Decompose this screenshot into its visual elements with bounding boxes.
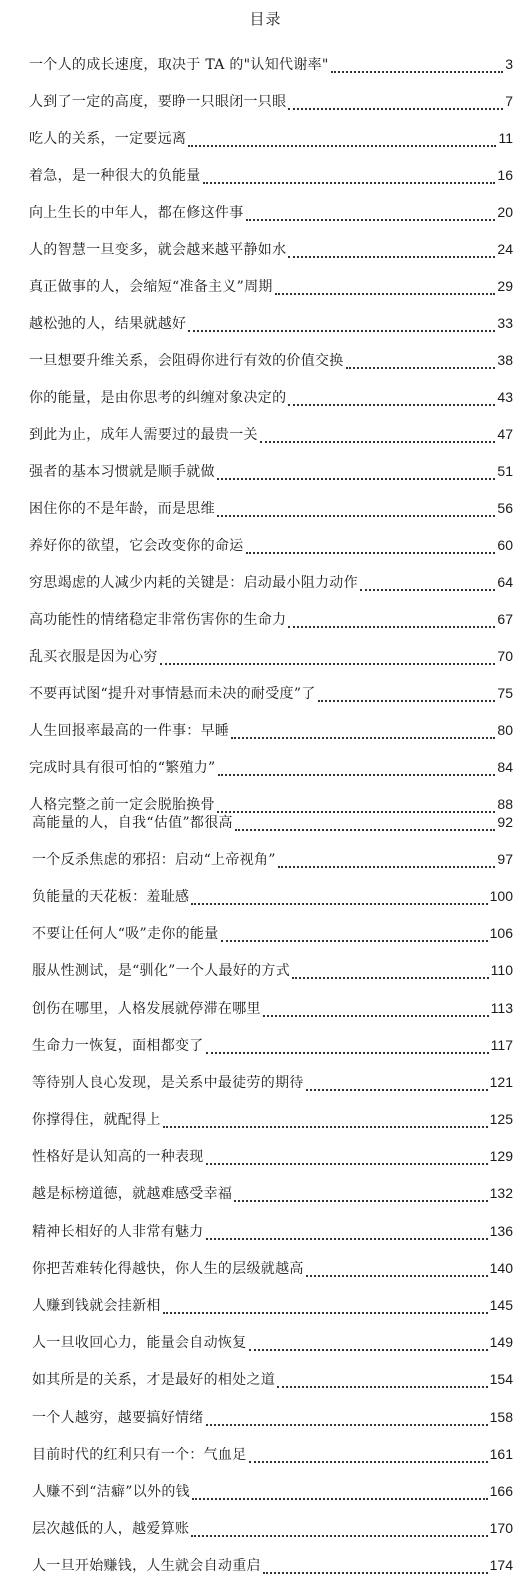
dot-leader (292, 963, 489, 979)
toc-entry-page: 158 (489, 1408, 513, 1425)
dot-leader (163, 1112, 488, 1128)
dot-leader (260, 427, 496, 443)
toc-entry-page: 145 (489, 1297, 513, 1314)
toc-list-section-b (0, 803, 531, 1584)
toc-entry[interactable] (0, 1324, 531, 1361)
toc-entry-page: 92 (497, 813, 513, 830)
toc-entry[interactable] (0, 156, 531, 193)
dot-leader (206, 1410, 488, 1426)
toc-entry-page: 161 (489, 1445, 513, 1462)
toc-entry-page: 33 (497, 314, 513, 331)
toc-entry-page: 170 (489, 1520, 513, 1537)
dot-leader (206, 1038, 489, 1054)
dot-leader (188, 316, 495, 332)
toc-entry[interactable] (0, 526, 531, 563)
toc-entry[interactable] (0, 1212, 531, 1249)
dot-leader (206, 1224, 488, 1240)
dot-leader (217, 464, 496, 480)
toc-entry[interactable] (0, 1138, 531, 1175)
toc-entry[interactable] (0, 1249, 531, 1286)
toc-entry-page: 56 (497, 499, 513, 516)
dot-leader (288, 242, 495, 258)
toc-entry[interactable] (0, 82, 531, 119)
toc-entry-title: 真正做事的人，会缩短“准备主义”周期 (29, 278, 273, 295)
toc-entry[interactable] (0, 711, 531, 748)
dot-leader (246, 205, 496, 221)
toc-entry-title: 你撑得住，就配得上 (32, 1112, 161, 1129)
toc-entry[interactable] (0, 915, 531, 952)
toc-entry-page: 20 (497, 203, 513, 220)
toc-entry[interactable] (0, 489, 531, 526)
toc-entry[interactable] (0, 378, 531, 415)
dot-leader (217, 501, 496, 517)
toc-entry-title: 到此为止，成年人需要过的最贵一关 (29, 426, 258, 443)
toc-entry-title: 穷思竭虑的人减少内耗的关键是：启动最小阻力动作 (29, 574, 358, 591)
toc-entry-page: 166 (489, 1482, 513, 1499)
toc-entry-title: 性格好是认知高的一种表现 (32, 1149, 204, 1166)
toc-entry[interactable] (0, 1026, 531, 1063)
toc-entry[interactable] (0, 1472, 531, 1509)
toc-entry-title: 一个人越穷，越要搞好情绪 (32, 1409, 204, 1426)
dot-leader (234, 1186, 487, 1202)
toc-entry[interactable] (0, 452, 531, 489)
toc-entry[interactable] (0, 563, 531, 600)
dot-leader (235, 815, 496, 831)
toc-entry-page: 47 (497, 425, 513, 442)
toc-entry-title: 你的能量，是由你思考的纠缠对象决定的 (29, 389, 287, 406)
toc-entry[interactable] (0, 1547, 531, 1584)
toc-entry-title: 服从性测试，是“驯化”一个人最好的方式 (32, 963, 291, 980)
toc-entry-title: 一个反杀焦虑的邪招：启动“上帝视角” (32, 851, 276, 868)
toc-entry-page: 24 (497, 240, 513, 257)
toc-entry[interactable] (0, 1510, 531, 1547)
toc-entry-page: 84 (497, 758, 513, 775)
toc-entry[interactable] (0, 877, 531, 914)
toc-entry-title: 创伤在哪里，人格发展就停滞在哪里 (32, 1000, 261, 1017)
toc-entry-title: 如其所是的关系，才是最好的相处之道 (32, 1372, 276, 1389)
toc-entry-title: 不要再试图“提升对事情悬而未决的耐受度”了 (29, 685, 316, 702)
toc-entry-title: 人一旦收回心力，能量会自动恢复 (32, 1335, 247, 1352)
toc-entry[interactable] (0, 1175, 531, 1212)
toc-entry[interactable] (0, 193, 531, 230)
dot-leader (163, 1298, 488, 1314)
toc-entry-page: 125 (489, 1111, 513, 1128)
toc-entry-title: 一个人的成长速度，取决于 TA 的"认知代谢率" (29, 56, 329, 73)
toc-entry-page: 113 (490, 999, 513, 1016)
toc-entry-title: 人赚不到“洁癖”以外的钱 (32, 1483, 190, 1500)
toc-entry-title: 人生回报率最高的一件事：早睡 (29, 722, 230, 739)
toc-entry-title: 吃人的关系，一定要远离 (29, 130, 187, 147)
dot-leader (188, 131, 496, 147)
dot-leader (203, 168, 496, 184)
toc-entry-page: 7 (505, 92, 513, 109)
toc-entry-title: 人到了一定的高度，要睁一只眼闭一只眼 (29, 93, 287, 110)
toc-entry-page: 149 (489, 1334, 513, 1351)
toc-entry[interactable] (0, 803, 531, 840)
toc-entry-page: 64 (497, 573, 513, 590)
dot-leader (331, 57, 504, 73)
toc-entry-page: 16 (497, 166, 513, 183)
dot-leader (306, 1261, 488, 1277)
toc-entry[interactable] (0, 952, 531, 989)
toc-entry-page: 3 (505, 55, 513, 72)
toc-entry-page: 38 (497, 351, 513, 368)
toc-entry-title: 向上生长的中年人，都在修这件事 (29, 204, 244, 221)
toc-entry[interactable] (0, 840, 531, 877)
toc-entry-page: 97 (497, 850, 513, 867)
dot-leader (288, 390, 495, 406)
toc-entry[interactable] (0, 600, 531, 637)
toc-entry-page: 100 (489, 887, 513, 904)
toc-entry-page: 121 (489, 1073, 513, 1090)
toc-entry[interactable] (0, 341, 531, 378)
dot-leader (263, 1001, 489, 1017)
toc-entry-page: 110 (490, 962, 513, 979)
toc-entry-title: 层次越低的人，越爱算账 (32, 1521, 190, 1538)
toc-entry-title: 乱买衣服是因为心穷 (29, 648, 158, 665)
dot-leader (206, 1149, 488, 1165)
toc-entry-title: 完成时具有很可怕的“繁殖力” (29, 759, 216, 776)
toc-entry[interactable] (0, 674, 531, 711)
toc-entry[interactable] (0, 119, 531, 156)
toc-entry-title: 等待别人良心发现，是关系中最徒劳的期待 (32, 1074, 304, 1091)
dot-leader (160, 649, 496, 665)
toc-entry[interactable] (0, 1063, 531, 1100)
dot-leader (231, 723, 495, 739)
toc-entry-title: 人一旦开始赚钱，人生就会自动重启 (32, 1558, 261, 1575)
dot-leader (277, 1372, 488, 1388)
toc-entry[interactable] (0, 1398, 531, 1435)
dot-leader (275, 279, 496, 295)
toc-entry-title: 人赚到钱就会挂新相 (32, 1298, 161, 1315)
toc-entry[interactable] (0, 304, 531, 341)
dot-leader (278, 852, 496, 868)
toc-entry[interactable] (0, 415, 531, 452)
toc-entry-title: 越是标榜道德，就越难感受幸福 (32, 1186, 233, 1203)
dot-leader (191, 1521, 487, 1537)
toc-entry-title: 一旦想要升维关系，会阻碍你进行有效的价值交换 (29, 352, 344, 369)
toc-entry-page: 117 (490, 1036, 513, 1053)
toc-entry[interactable] (0, 637, 531, 674)
toc-entry-page: 51 (497, 462, 513, 479)
toc-entry[interactable] (0, 1435, 531, 1472)
toc-entry-page: 174 (489, 1557, 513, 1574)
toc-entry-title: 你把苦难转化得越快，你人生的层级就越高 (32, 1260, 304, 1277)
dot-leader (249, 1447, 488, 1463)
toc-entry-title: 生命力一恢复，面相都变了 (32, 1037, 204, 1054)
toc-entry-title: 高能量的人，自我“估值”都很高 (32, 814, 233, 831)
dot-leader (218, 760, 496, 776)
dot-leader (306, 1075, 488, 1091)
toc-entry-page: 43 (497, 388, 513, 405)
toc-entry[interactable] (0, 1101, 531, 1138)
toc-entry-title: 困住你的不是年龄，而是思维 (29, 500, 215, 517)
toc-entry-page: 67 (497, 610, 513, 627)
dot-leader (249, 1335, 488, 1351)
toc-entry[interactable] (0, 45, 531, 82)
dot-leader (221, 926, 488, 942)
dot-leader (192, 1484, 488, 1500)
toc-entry-title: 人格完整之前一定会脱胎换骨 (29, 796, 215, 813)
toc-entry-title: 着急，是一种很大的负能量 (29, 167, 201, 184)
toc-entry-title: 目前时代的红利只有一个：气血足 (32, 1446, 247, 1463)
dot-leader (288, 612, 495, 628)
toc-entry-title: 负能量的天花板：羞耻感 (32, 888, 190, 905)
toc-entry-page: 75 (497, 684, 513, 701)
toc-entry-page: 11 (498, 129, 513, 146)
toc-list-section-a (0, 45, 531, 822)
dot-leader (191, 889, 487, 905)
toc-entry-title: 养好你的欲望，它会改变你的命运 (29, 537, 244, 554)
toc-entry[interactable] (0, 748, 531, 785)
toc-entry[interactable] (0, 989, 531, 1026)
toc-entry-page: 154 (489, 1371, 513, 1388)
toc-entry-title: 高功能性的情绪稳定非常伤害你的生命力 (29, 611, 287, 628)
toc-entry-page: 88 (497, 795, 513, 812)
dot-leader (246, 538, 496, 554)
toc-entry-page: 70 (497, 647, 513, 664)
toc-entry-title: 强者的基本习惯就是顺手就做 (29, 463, 215, 480)
toc-entry-title: 不要让任何人“吸”走你的能量 (32, 926, 219, 943)
toc-entry-page: 29 (497, 277, 513, 294)
dot-leader (318, 686, 496, 702)
toc-entry[interactable] (0, 1286, 531, 1323)
toc-entry[interactable] (0, 1361, 531, 1398)
toc-entry[interactable] (0, 267, 531, 304)
toc-entry-page: 136 (489, 1222, 513, 1239)
toc-entry[interactable] (0, 230, 531, 267)
toc-entry-page: 60 (497, 536, 513, 553)
toc-entry-page: 129 (489, 1148, 513, 1165)
toc-entry-title: 精神长相好的人非常有魅力 (32, 1223, 204, 1240)
dot-leader (360, 575, 496, 591)
toc-entry-title: 越松弛的人，结果就越好 (29, 315, 187, 332)
dot-leader (288, 94, 503, 110)
dot-leader (263, 1558, 488, 1574)
toc-entry-page: 80 (497, 721, 513, 738)
dot-leader (346, 353, 496, 369)
toc-entry-page: 140 (489, 1259, 513, 1276)
toc-entry-page: 132 (489, 1185, 513, 1202)
toc-entry-title: 人的智慧一旦变多，就会越来越平静如水 (29, 241, 287, 258)
toc-title: 目录 (249, 10, 282, 28)
toc-entry-page: 106 (489, 925, 513, 942)
